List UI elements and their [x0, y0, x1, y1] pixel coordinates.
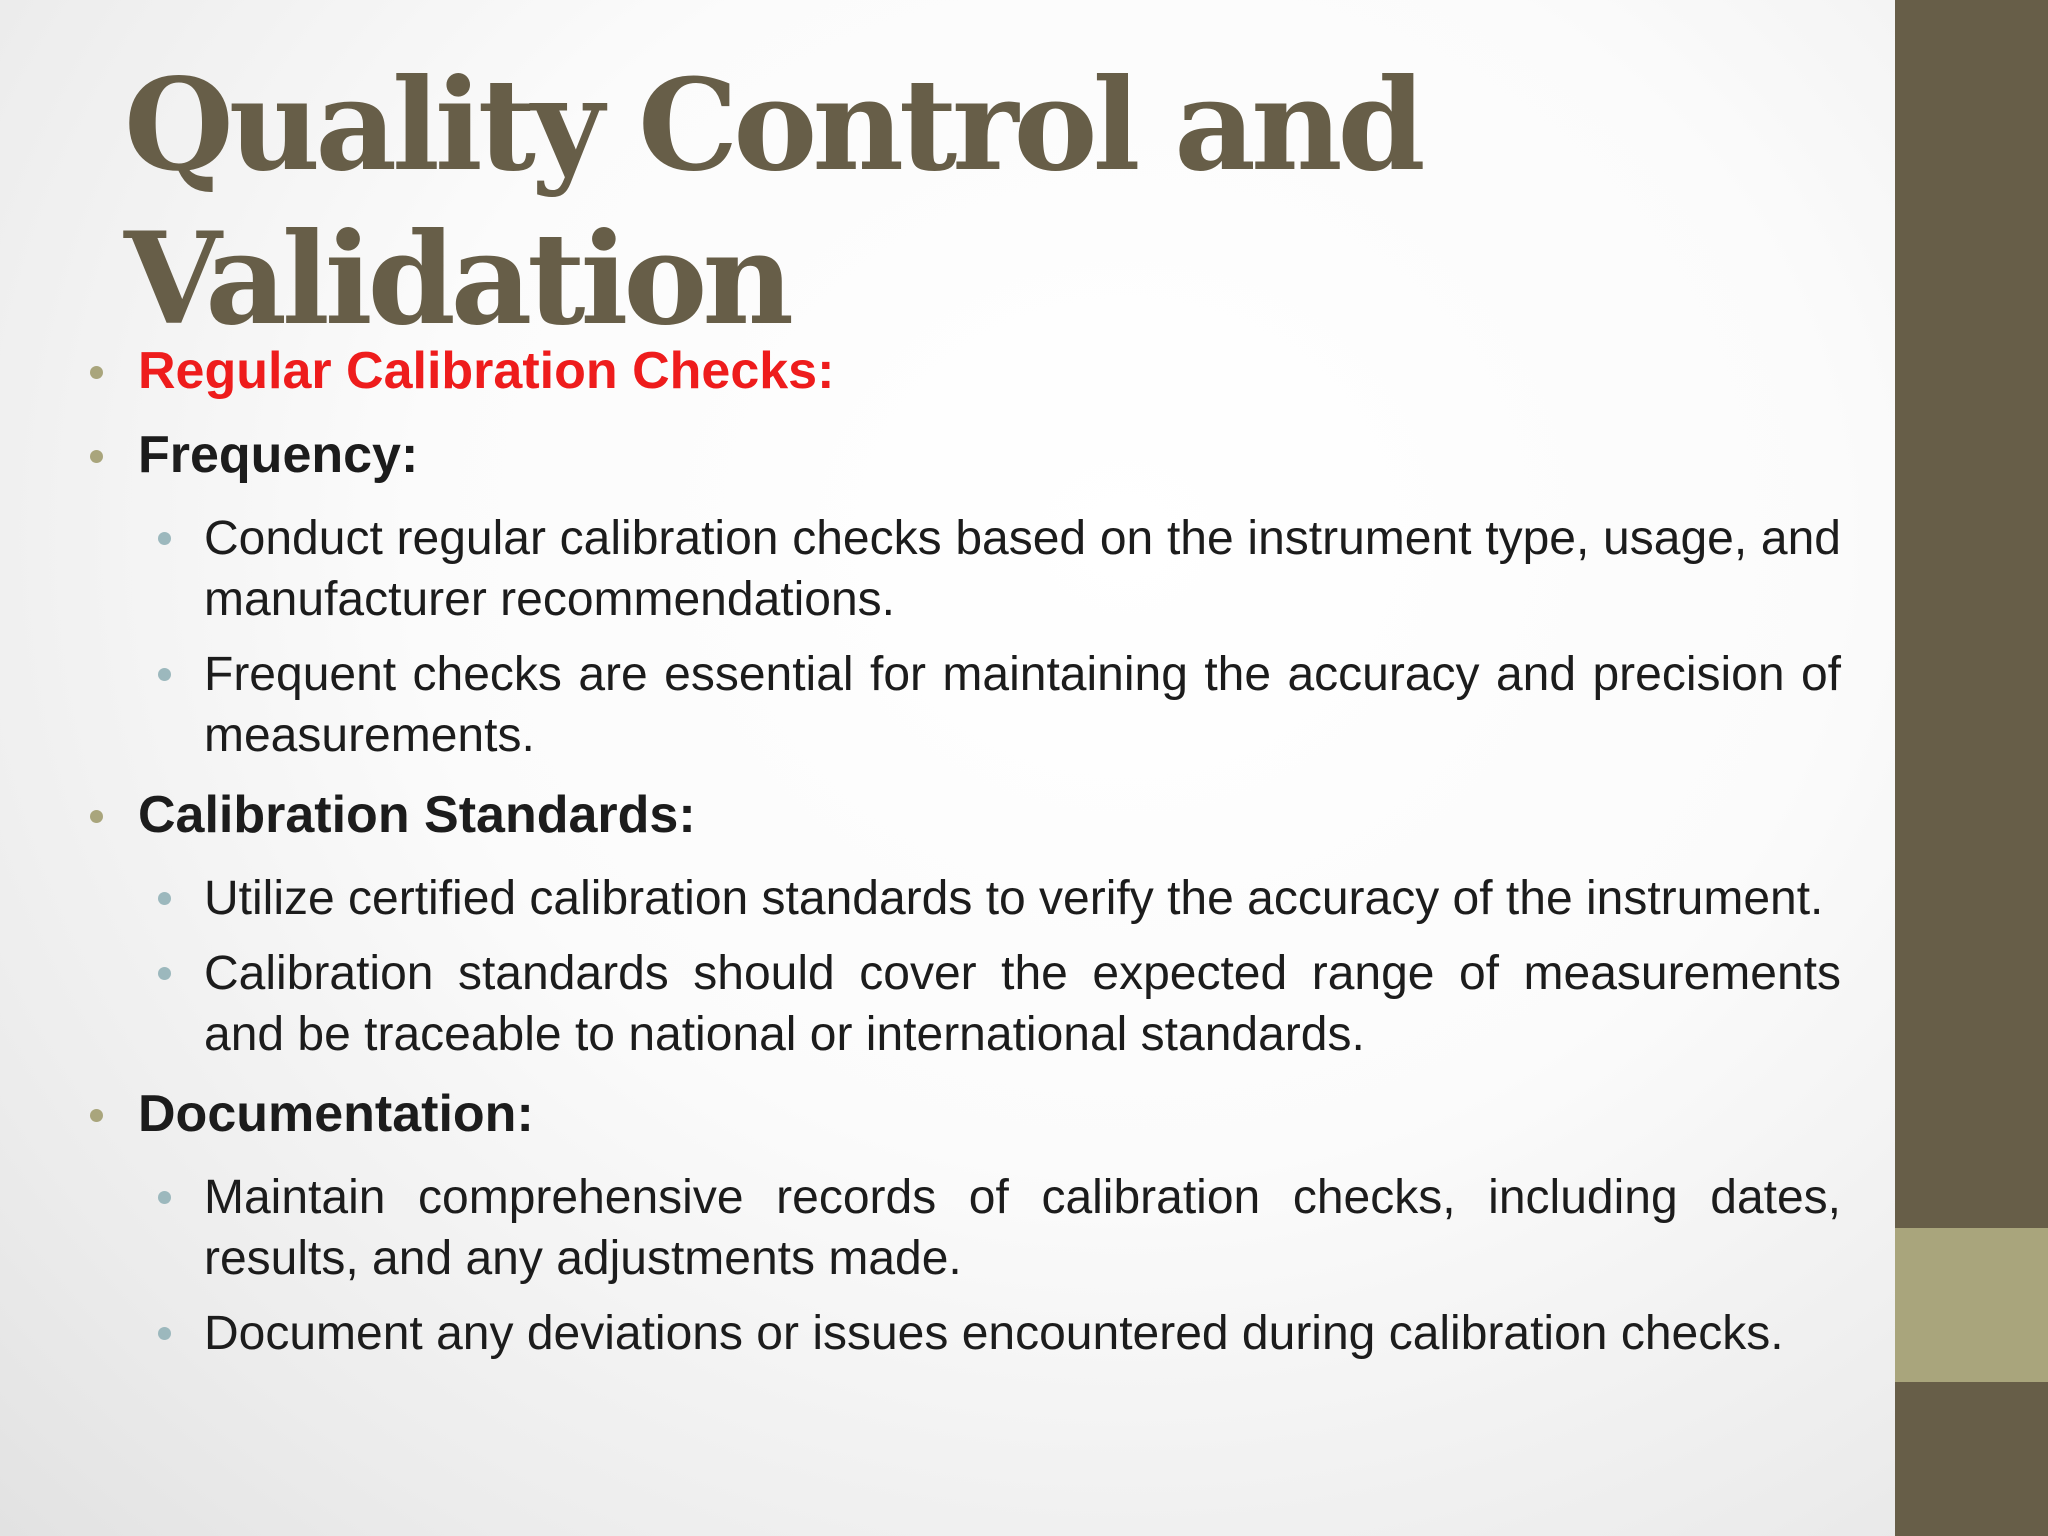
section-label-documentation: Documentation: — [84, 1083, 1841, 1145]
title-line-1: Quality Control and — [124, 51, 1421, 199]
slide-title — [124, 48, 1421, 356]
slide-content — [84, 340, 1841, 1382]
section-calibration-standards — [84, 784, 1841, 1065]
section-label-calibration-standards: Calibration Standards: — [84, 784, 1841, 846]
decorative-side-accent — [1895, 1228, 2048, 1382]
bullet-point: Calibration standards should cover the expected range of measurements and be traceable to national or international standards. — [204, 943, 1841, 1065]
bullet-point: Frequent checks are essential for maintaining the accuracy and precision of measurements. — [204, 644, 1841, 766]
bullet-point: Utilize certified calibration standards to verify the accuracy of the instrument. — [204, 868, 1841, 929]
bullet-point: Document any deviations or issues encountered during calibration checks. — [204, 1303, 1841, 1364]
bullet-point: Conduct regular calibration checks based on the instrument type, usage, and manufacturer recommendations. — [204, 508, 1841, 630]
heading-regular-calibration-checks: Regular Calibration Checks: — [84, 340, 1841, 402]
title-line-2: Validation — [124, 205, 790, 353]
section-frequency — [84, 424, 1841, 766]
section-documentation — [84, 1083, 1841, 1364]
bullet-point: Maintain comprehensive records of calibration checks, including dates, results, and any adjustments made. — [204, 1167, 1841, 1289]
section-label-frequency: Frequency: — [84, 424, 1841, 486]
